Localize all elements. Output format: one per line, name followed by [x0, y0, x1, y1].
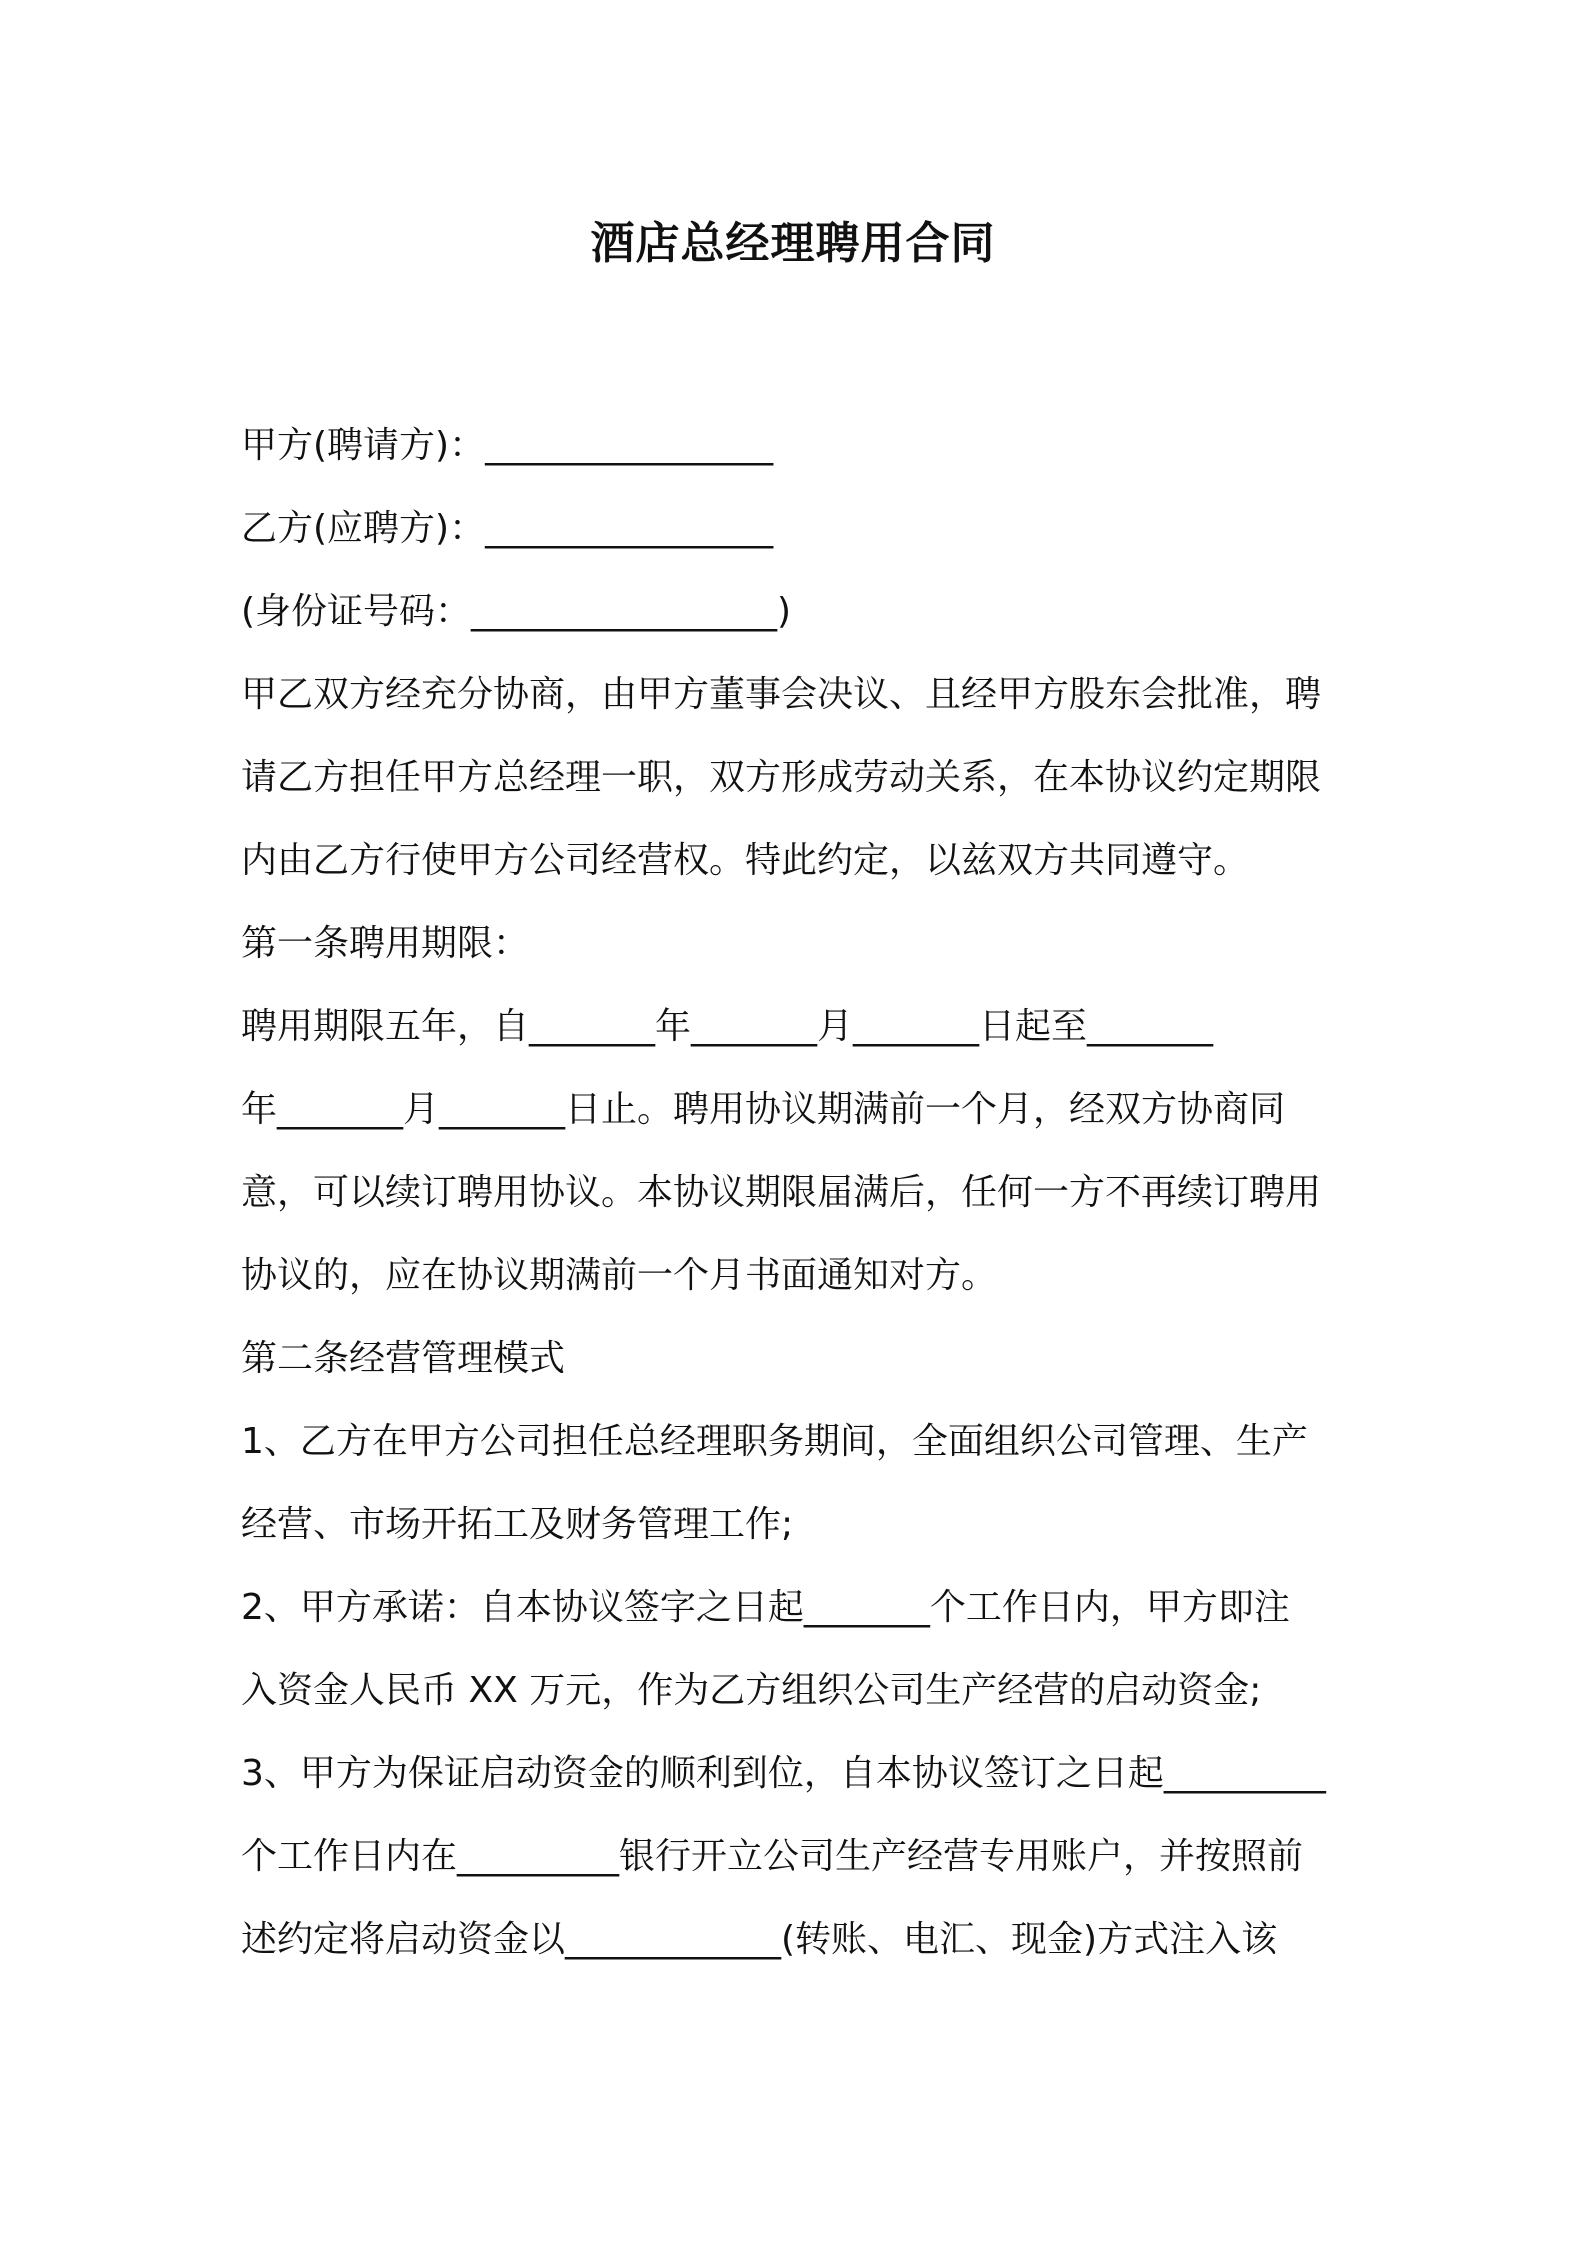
- paragraph-line: 甲乙双方经充分协商，由甲方董事会决议、且经甲方股东会批准，聘: [241, 674, 1322, 715]
- section-heading: 第一条聘用期限：: [241, 923, 530, 964]
- document-title: 酒店总经理聘用合同: [590, 218, 996, 269]
- paragraph-line: 1、乙方在甲方公司担任总经理职务期间，全面组织公司管理、生产: [241, 1421, 1308, 1462]
- paragraph-line: 3、甲方为保证启动资金的顺利到位，自本协议签订之日起_________: [241, 1753, 1326, 1794]
- paragraph-line: 述约定将启动资金以____________(转账、电汇、现金)方式注入该: [241, 1919, 1278, 1960]
- paragraph-line: 经营、市场开拓工及财务管理工作;: [241, 1504, 794, 1545]
- party-a-line: 甲方(聘请方)：________________: [241, 425, 774, 466]
- paragraph-line: 年_______月_______日止。聘用协议期满前一个月，经双方协商同: [241, 1089, 1286, 1130]
- paragraph-line: 个工作日内在_________银行开立公司生产经营专用账户，并按照前: [241, 1836, 1304, 1877]
- party-b-line: 乙方(应聘方)：________________: [241, 508, 774, 549]
- paragraph-line: 入资金人民币 XX 万元，作为乙方组织公司生产经营的启动资金;: [241, 1670, 1262, 1711]
- id-number-line: (身份证号码：_________________): [241, 591, 792, 632]
- paragraph-line: 请乙方担任甲方总经理一职，双方形成劳动关系，在本协议约定期限: [241, 757, 1322, 798]
- paragraph-line: 协议的，应在协议期满前一个月书面通知对方。: [241, 1255, 998, 1296]
- paragraph-line: 内由乙方行使甲方公司经营权。特此约定，以兹双方共同遵守。: [241, 840, 1250, 881]
- paragraph-line: 2、甲方承诺：自本协议签字之日起_______个工作日内，甲方即注: [241, 1587, 1290, 1628]
- document-body: [241, 404, 1357, 1981]
- paragraph-line: 聘用期限五年，自_______年_______月_______日起至_______: [241, 1006, 1214, 1047]
- section-heading: 第二条经营管理模式: [241, 1338, 566, 1379]
- paragraph-line: 意，可以续订聘用协议。本协议期限届满后，任何一方不再续订聘用: [241, 1172, 1322, 1213]
